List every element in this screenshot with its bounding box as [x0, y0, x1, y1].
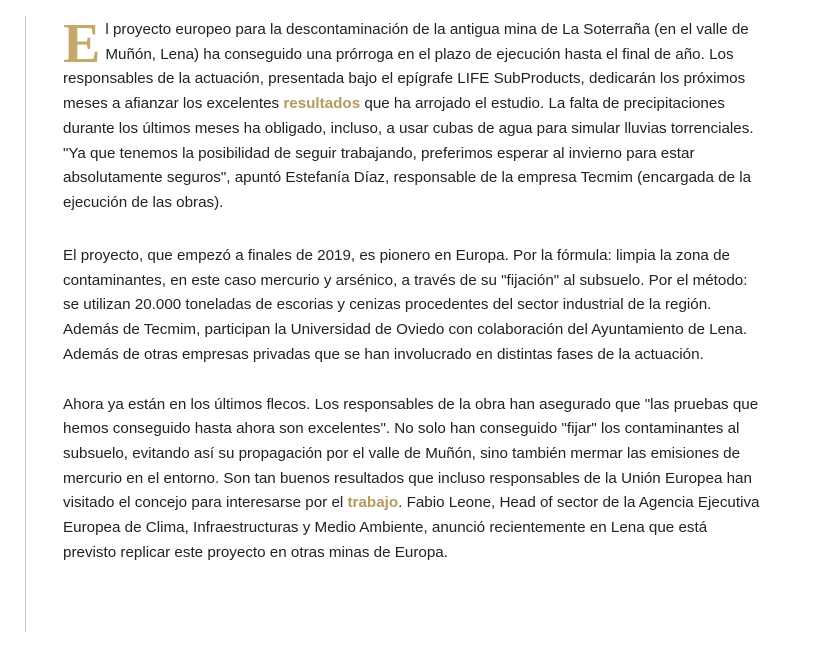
paragraph-3-text-end: . Fabio Leone, Head of sector de la Agencia Ejecutiva Europea de Clima, Infraestructuras y Medio Ambiente, anunció recientemente en Lena que está previsto replicar este proyecto en otras minas de Europa.: [63, 494, 760, 561]
paragraph-1-text-start: l proyecto europeo para la descontaminación de la antigua mina de La Soterraña (en el valle de Muñón, Lena) ha conseguido una prórroga en el plazo de ejecución hasta el final de año. Los responsables de la actuación, presentada bajo el epígrafe LIFE SubProducts, dedicarán los próximos meses a afianzar los excelentes: [63, 21, 749, 113]
trabajo-link[interactable]: trabajo: [347, 494, 399, 512]
resultados-link[interactable]: resultados: [283, 95, 361, 113]
paragraph-1: [63, 13, 763, 215]
article-body: [63, 13, 763, 565]
paragraph-1-text-end: que ha arrojado el estudio. La falta de precipitaciones durante los últimos meses ha obligado, incluso, a usar cubas de agua para simular lluvias torrenciales. "Ya que tenemos la posibilidad de seguir trabajando, preferimos esperar al invierno para estar absolutamente seguros", apuntó Estefanía Díaz, responsable de la empresa Tecmim (encargada de la ejecución de las obras).: [63, 95, 754, 211]
drop-cap: E: [63, 13, 101, 75]
paragraph-3-text-start: Ahora ya están en los últimos flecos. Los responsables de la obra han asegurado que "las pruebas que hemos conseguido hasta ahora son excelentes". No solo han conseguido "fijar" los contaminantes al subsuelo, evitando así su propagación por el valle de Muñón, sino también mermar las emisiones de mercurio en el entorno. Son tan buenos resultados que incluso responsables de la Unión Europea han visitado el concejo para interesarse por el: [63, 395, 759, 512]
paragraph-3: [63, 393, 763, 566]
article-left-rule: [25, 16, 26, 632]
paragraph-2: El proyecto, que empezó a finales de 2019, es pionero en Europa. Por la fórmula: limpia la zona de contaminantes, en este caso mercurio y arsénico, a través de su "fijación" al subsuelo. Por el método: se utilizan 20.000 toneladas de escorias y cenizas procedentes del sector industrial de la región. Además de Tecmim, participan la Universidad de Oviedo con colaboración del Ayuntamiento de Lena. Además de otras empresas privadas que se han involucrado en distintas fases de la actuación.: [63, 247, 748, 363]
